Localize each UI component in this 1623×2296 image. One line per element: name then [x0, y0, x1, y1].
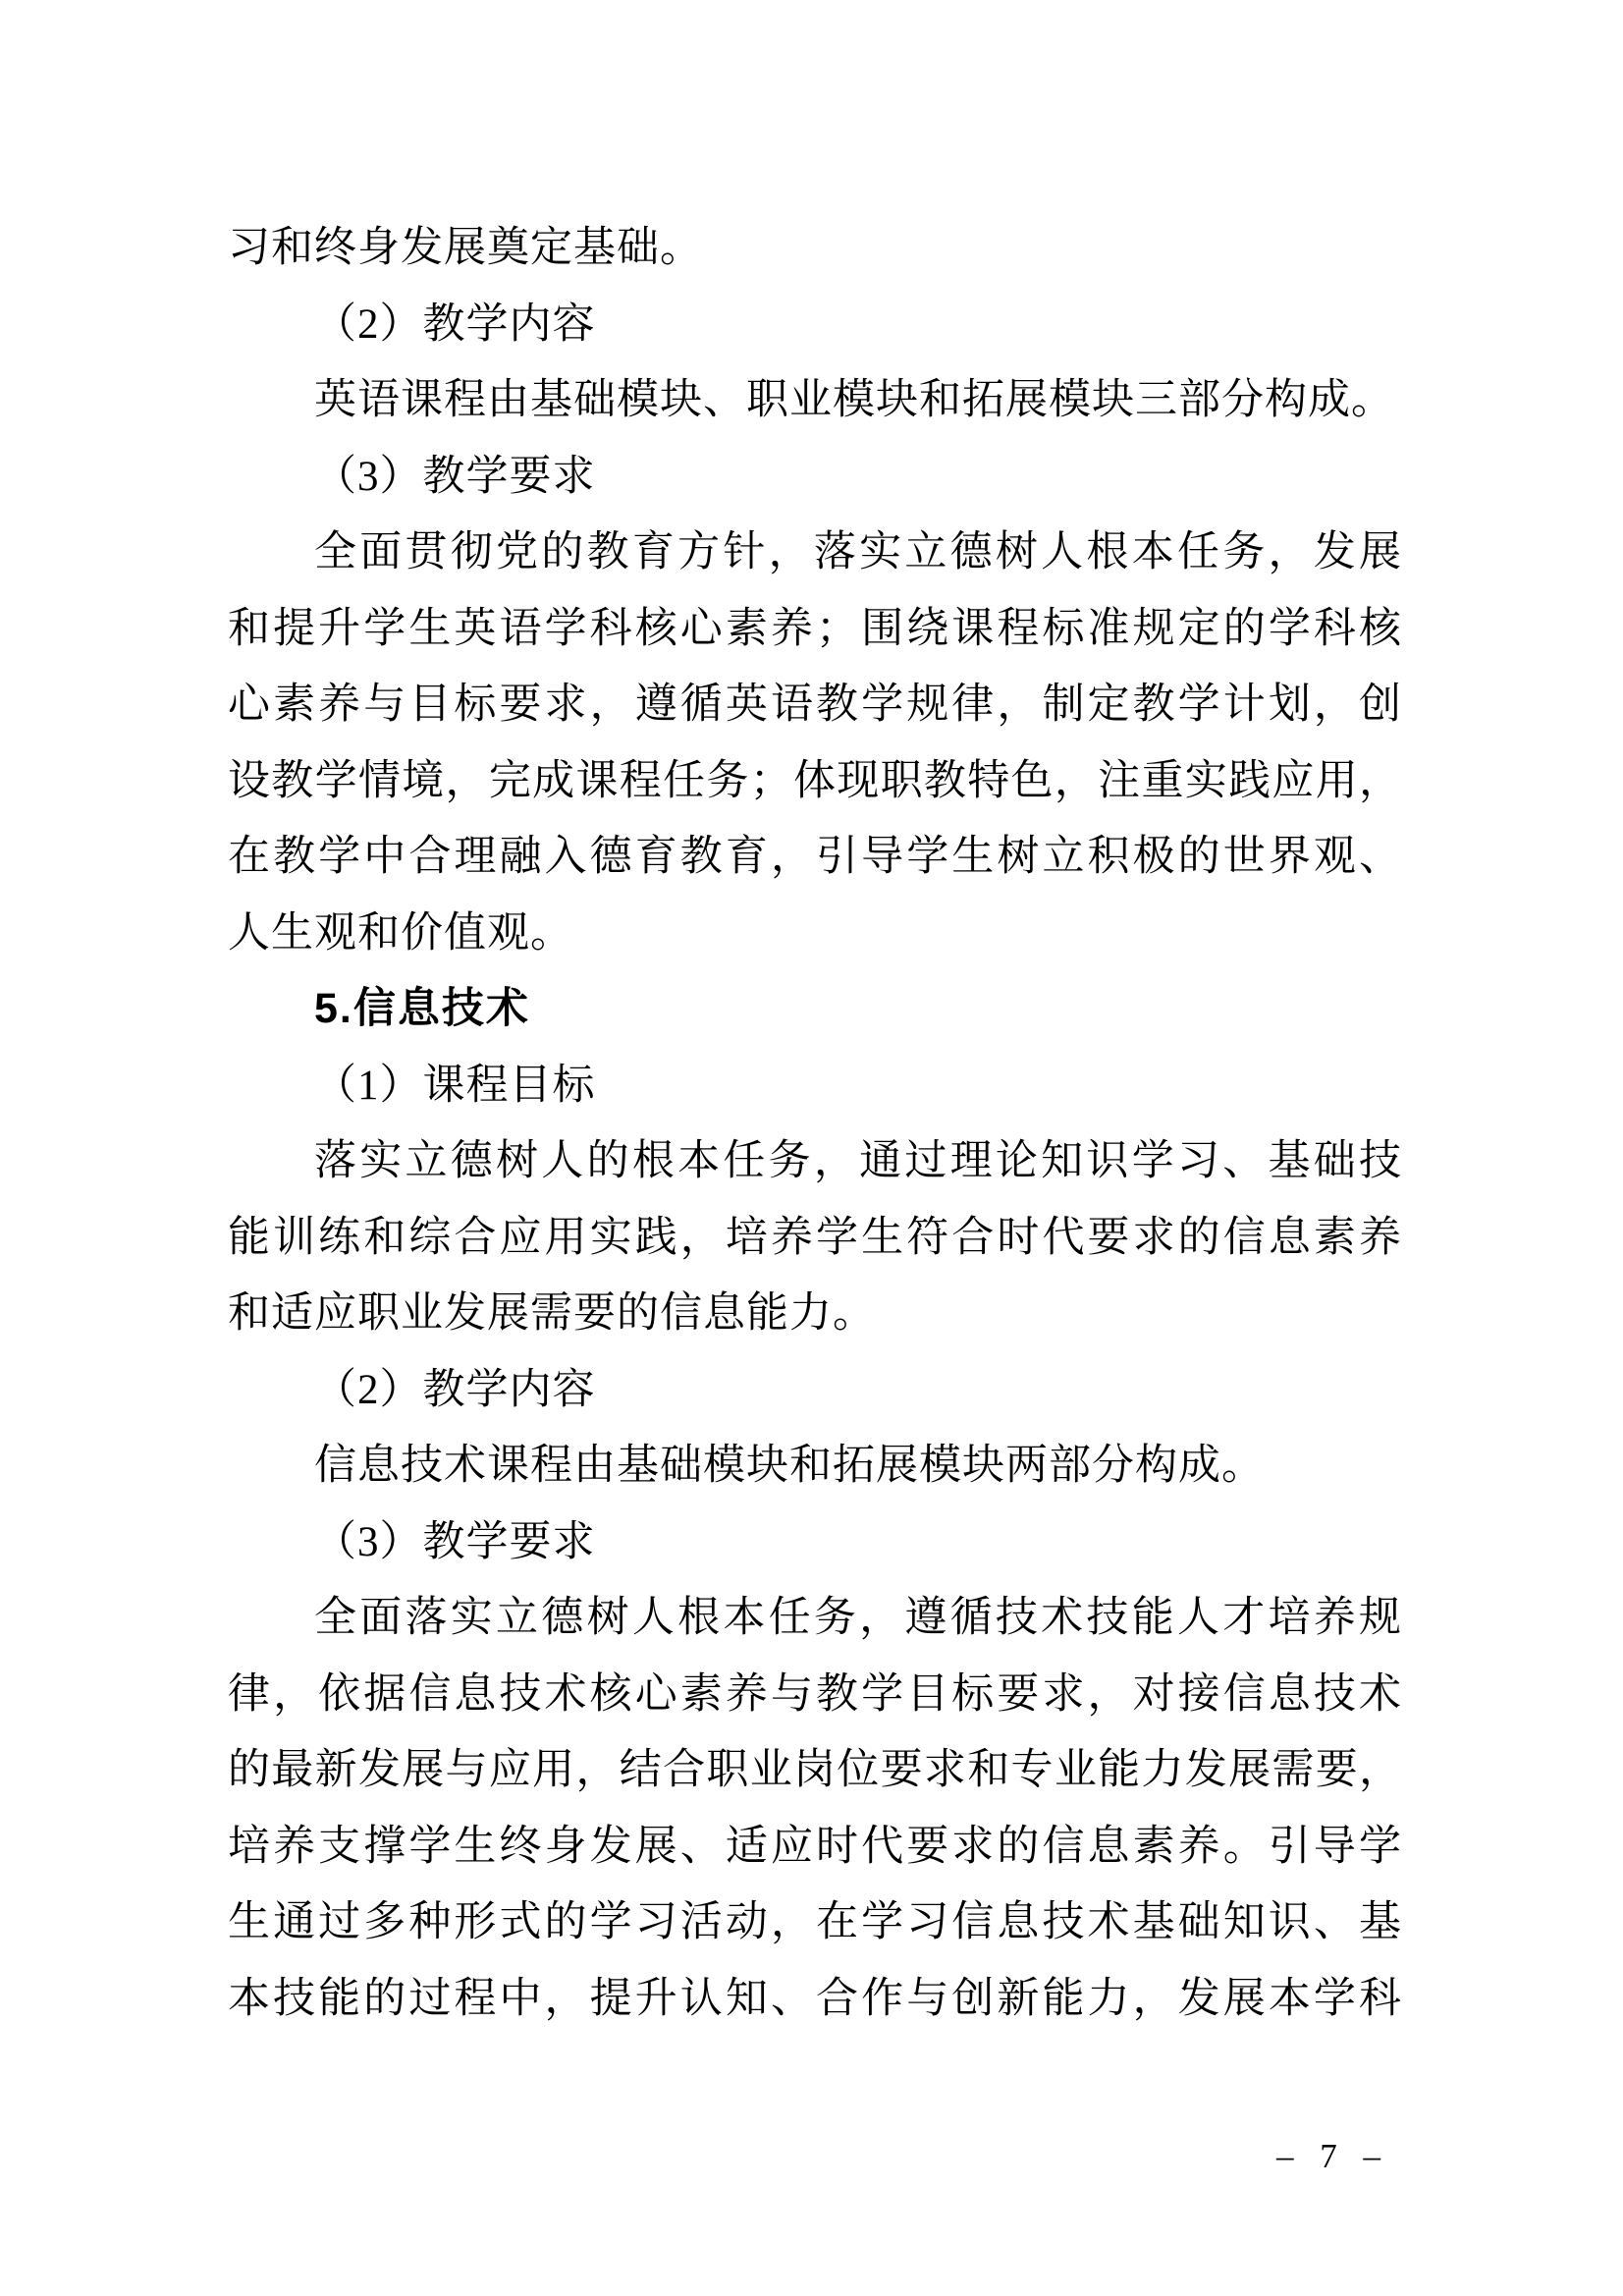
body-text-line: 和提升学生英语学科核心素养；围绕课程标准规定的学科核: [228, 605, 1402, 652]
document-body: [228, 210, 1402, 2037]
body-text-line: 律，依据信息技术核心素养与教学目标要求，对接信息技术: [228, 1670, 1402, 1718]
body-text-line: 生通过多种形式的学习活动，在学习信息技术基础知识、基: [228, 1899, 1402, 1945]
body-text-line: 心素养与目标要求，遵循英语教学规律，制定教学计划，创: [228, 682, 1402, 728]
page-number: – 7 –: [1276, 2137, 1389, 2175]
body-text-line: 在教学中合理融入德育教育，引导学生树立积极的世界观、: [228, 834, 1402, 880]
body-text-line: 人生观和价值观。: [228, 909, 573, 957]
body-text-line: 本技能的过程中，提升认知、合作与创新能力，发展本学科: [228, 1975, 1402, 2022]
subsection-heading: （1）课程目标: [314, 1062, 596, 1109]
body-text-line: 培养支撑学生终身发展、适应时代要求的信息素养。引导学: [228, 1823, 1402, 1870]
subsection-heading: （3）教学要求: [314, 1518, 596, 1565]
body-text-line: 和适应职业发展需要的信息能力。: [228, 1290, 876, 1337]
body-text-line: 习和终身发展奠定基础。: [228, 225, 703, 271]
body-text-line: 英语课程由基础模块、职业模块和拓展模块三部分构成。: [314, 377, 1394, 423]
body-text-line: 能训练和综合应用实践，培养学生符合时代要求的信息素养: [228, 1214, 1402, 1261]
body-text-line: 信息技术课程由基础模块和拓展模块两部分构成。: [314, 1443, 1265, 1489]
subsection-heading: （3）教学要求: [314, 453, 596, 500]
body-text-line: 设教学情境，完成课程任务；体现职教特色，注重实践应用，: [228, 757, 1402, 804]
body-text-line: 全面落实立德树人根本任务，遵循技术技能人才培养规: [314, 1595, 1402, 1641]
subsection-heading: （2）教学内容: [314, 301, 596, 348]
section-heading: 5.信息技术: [314, 985, 530, 1032]
body-text-line: 落实立德树人的根本任务，通过理论知识学习、基础技: [314, 1138, 1402, 1184]
body-text-line: 的最新发展与应用，结合职业岗位要求和专业能力发展需要，: [228, 1747, 1402, 1793]
subsection-heading: （2）教学内容: [314, 1366, 596, 1413]
body-text-line: 全面贯彻党的教育方针，落实立德树人根本任务，发展: [314, 529, 1402, 575]
